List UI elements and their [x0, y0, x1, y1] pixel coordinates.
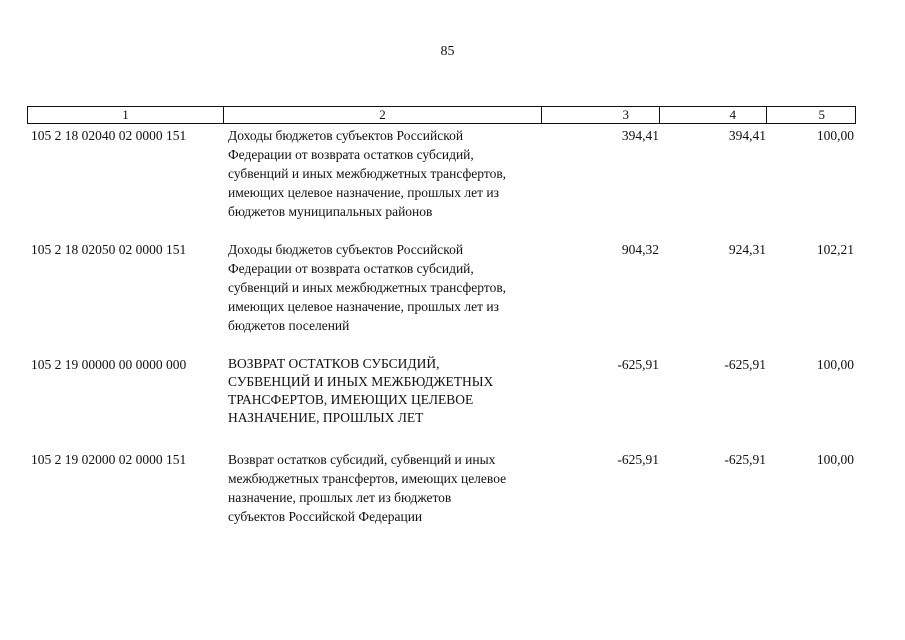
value-col-5: 102,21 [816, 242, 854, 257]
row-description [228, 450, 548, 526]
budget-code: 105 2 19 00000 00 0000 000 [31, 357, 187, 372]
value-col-4: -625,91 [724, 452, 766, 467]
column-header-4: 4 [660, 107, 767, 124]
value-col-4: 394,41 [728, 128, 766, 143]
value-col-3: 904,32 [621, 242, 659, 257]
description-line: назначение, прошлых лет из бюджетов [228, 490, 452, 505]
row-description [228, 126, 548, 221]
value-col-3: -625,91 [617, 452, 659, 467]
value-col-5: 100,00 [816, 128, 854, 143]
column-header-3: 3 [542, 107, 660, 124]
description-line: субъектов Российской Федерации [228, 509, 423, 524]
budget-code: 105 2 18 02040 02 0000 151 [31, 128, 187, 143]
description-line: бюджетов муниципальных районов [228, 204, 433, 219]
description-line: ВОЗВРАТ ОСТАТКОВ СУБСИДИЙ, [228, 356, 440, 371]
description-line: бюджетов поселений [228, 318, 350, 333]
column-header-5: 5 [767, 107, 856, 124]
description-line: субвенций и иных межбюджетных трансфертов, [228, 280, 507, 295]
value-col-3: 394,41 [621, 128, 659, 143]
description-line: межбюджетных трансфертов, имеющих целевое [228, 471, 507, 486]
description-line: Доходы бюджетов субъектов Российской [228, 128, 464, 143]
description-line: имеющих целевое назначение, прошлых лет из [228, 185, 499, 200]
description-line: СУБВЕНЦИЙ И ИНЫХ МЕЖБЮДЖЕТНЫХ [228, 374, 494, 389]
row-description [228, 240, 548, 335]
value-col-4: -625,91 [724, 357, 766, 372]
description-line: Доходы бюджетов субъектов Российской [228, 242, 464, 257]
row-description [228, 355, 548, 427]
description-line: Возврат остатков субсидий, субвенций и иных [228, 452, 496, 467]
column-header-1: 1 [28, 107, 224, 124]
page-number: 85 [440, 44, 455, 59]
value-col-3: -625,91 [617, 357, 659, 372]
column-header-2: 2 [224, 107, 542, 124]
value-col-5: 100,00 [816, 452, 854, 467]
description-line: имеющих целевое назначение, прошлых лет из [228, 299, 499, 314]
value-col-5: 100,00 [816, 357, 854, 372]
description-line: ТРАНСФЕРТОВ, ИМЕЮЩИХ ЦЕЛЕВОЕ [228, 392, 474, 407]
description-line: Федерации от возврата остатков субсидий, [228, 147, 474, 162]
description-line: НАЗНАЧЕНИЕ, ПРОШЛЫХ ЛЕТ [228, 410, 424, 425]
column-header-row [27, 106, 856, 124]
budget-code: 105 2 19 02000 02 0000 151 [31, 452, 187, 467]
budget-code: 105 2 18 02050 02 0000 151 [31, 242, 187, 257]
description-line: субвенций и иных межбюджетных трансфертов, [228, 166, 507, 181]
value-col-4: 924,31 [728, 242, 766, 257]
description-line: Федерации от возврата остатков субсидий, [228, 261, 474, 276]
